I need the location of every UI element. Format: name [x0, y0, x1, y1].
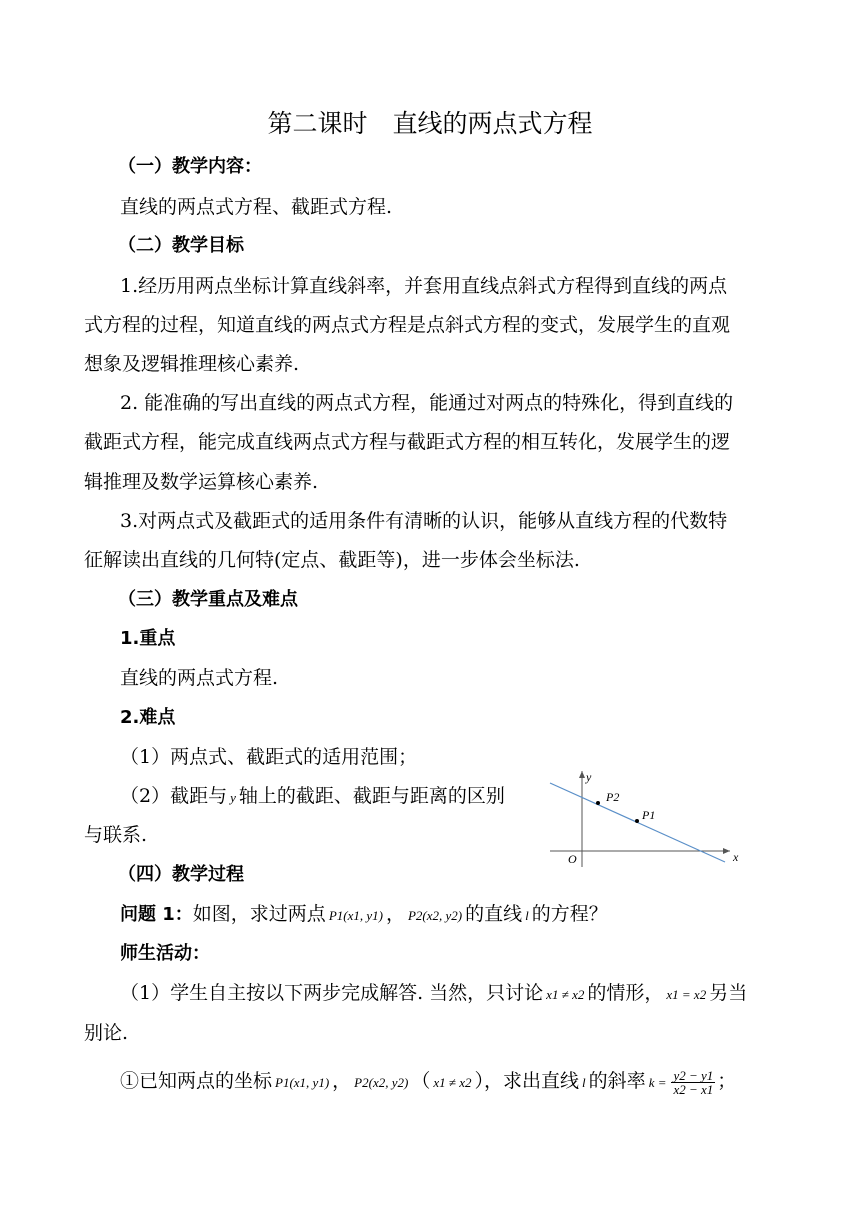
difficulty-heading: 2.难点	[120, 707, 176, 728]
figure-p2-label: P2	[606, 790, 620, 804]
section-1-heading: （一）教学内容：	[118, 156, 262, 177]
goal-2-line-1: 2. 能准确的写出直线的两点式方程，能通过对两点的特殊化，得到直线的	[120, 392, 734, 414]
goal-2-line-3: 辑推理及数学运算核心素养.	[84, 471, 319, 493]
section-1-text: 直线的两点式方程、截距式方程.	[120, 196, 393, 218]
difficulty-2: （2）截距与 y 轴上的截距、截距与距离的区别	[120, 785, 505, 807]
step-1-line-2: 别论.	[84, 1022, 129, 1044]
key-point-text: 直线的两点式方程.	[120, 667, 279, 689]
difficulty-1: （1）两点式、截距式的适用范围；	[120, 746, 418, 768]
key-point-heading: 1.重点	[120, 628, 176, 649]
slope-fraction: $\frac{y2 - y1}{x2 - x1}$	[673, 1067, 714, 1097]
line-figure	[540, 765, 750, 870]
substep-1: ①已知两点的坐标 P1(x1, y1) ， P2(x2, y2) （ x1 ≠ x2 ），求出直线 l 的斜率 k = $\frac{y2 - y1}{x2 - x1}$ ；	[120, 1067, 737, 1097]
goal-2-line-2: 截距式方程，能完成直线两点式方程与截距式方程的相互转化，发展学生的逻	[84, 431, 731, 453]
goal-1-line-2: 式方程的过程，知道直线的两点式方程是点斜式方程的变式，发展学生的直观	[84, 314, 731, 336]
section-2-heading: （二）教学目标	[118, 235, 244, 256]
question-1: 问题 1：如图，求过两点 P1(x1, y1) ， P2(x2, y2) 的直线 l 的方程？	[120, 903, 608, 925]
figure-y-label: y	[586, 770, 592, 784]
goal-3-line-2: 征解读出直线的几何特(定点、截距等)，进一步体会坐标法.	[84, 549, 580, 571]
figure-x-label: x	[733, 850, 739, 864]
figure-p1-label: P1	[642, 808, 656, 822]
section-4-heading: （四）教学过程	[118, 864, 244, 885]
goal-1-line-3: 想象及逻辑推理核心素养.	[84, 353, 300, 375]
goal-1-line-1: 1.经历用两点坐标计算直线斜率，并套用直线点斜式方程得到直线的两点	[120, 275, 728, 297]
page-title: 第二课时 直线的两点式方程	[267, 109, 593, 138]
step-1-line-1: （1）学生自主按以下两步完成解答. 当然，只讨论 x1 ≠ x2 的情形， x1 = x2 另当	[120, 982, 748, 1004]
difficulty-2-cont: 与联系.	[84, 824, 148, 846]
activity-heading: 师生活动：	[120, 943, 210, 964]
section-3-heading: （三）教学重点及难点	[118, 589, 298, 610]
figure-origin-label: O	[568, 852, 577, 866]
goal-3-line-1: 3.对两点式及截距式的适用条件有清晰的认识，能够从直线方程的代数特	[120, 510, 728, 532]
